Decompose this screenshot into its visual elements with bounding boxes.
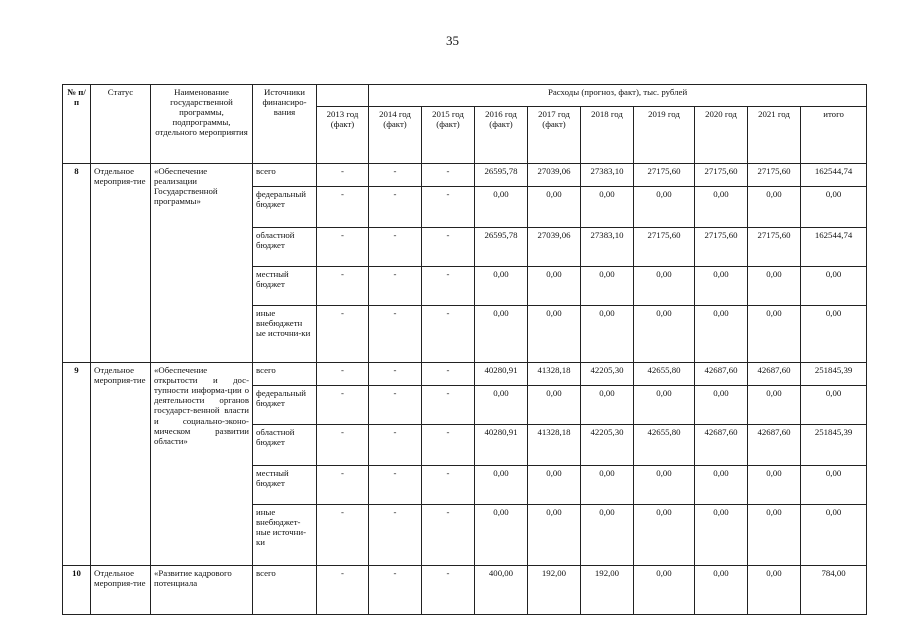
- row-value: 0,00: [581, 306, 634, 363]
- row-value: -: [317, 164, 369, 187]
- row-value: 0,00: [695, 187, 748, 228]
- header-status: Статус: [91, 85, 151, 164]
- row-value: -: [369, 187, 422, 228]
- row-value: 0,00: [695, 306, 748, 363]
- row-value: -: [369, 267, 422, 306]
- row-value: 0,00: [748, 466, 801, 505]
- row-value: -: [422, 306, 475, 363]
- row-value: 0,00: [695, 386, 748, 425]
- row-value: -: [317, 306, 369, 363]
- row-value: 0,00: [801, 466, 867, 505]
- header-year: 2017 год (факт): [528, 107, 581, 164]
- row-value: 42687,60: [748, 363, 801, 386]
- row-value: 0,00: [801, 187, 867, 228]
- row-value: 40280,91: [475, 425, 528, 466]
- row-source: федеральный бюджет: [253, 386, 317, 425]
- row-value: 0,00: [695, 566, 748, 615]
- row-value: 0,00: [634, 306, 695, 363]
- row-value: 0,00: [581, 466, 634, 505]
- row-value: 0,00: [528, 306, 581, 363]
- row-value: -: [422, 425, 475, 466]
- row-value: -: [369, 164, 422, 187]
- row-source: всего: [253, 363, 317, 386]
- header-empty: [317, 85, 369, 107]
- row-value: 42687,60: [695, 363, 748, 386]
- row-value: 784,00: [801, 566, 867, 615]
- row-value: 27039,06: [528, 164, 581, 187]
- row-value: 400,00: [475, 566, 528, 615]
- row-value: 251845,39: [801, 363, 867, 386]
- row-value: -: [422, 228, 475, 267]
- row-value: 0,00: [475, 505, 528, 566]
- row-name: «Развитие кадрового потенциала: [151, 566, 253, 615]
- row-value: 0,00: [475, 306, 528, 363]
- row-value: 27175,60: [748, 228, 801, 267]
- row-value: 42687,60: [748, 425, 801, 466]
- row-value: 42655,80: [634, 425, 695, 466]
- row-name: «Обеспечение реализации Государственной программы»: [151, 164, 253, 363]
- row-value: 26595,78: [475, 228, 528, 267]
- row-value: -: [422, 164, 475, 187]
- row-value: 27175,60: [695, 164, 748, 187]
- row-value: -: [422, 566, 475, 615]
- header-source: Источники финансиро-вания: [253, 85, 317, 164]
- row-value: 40280,91: [475, 363, 528, 386]
- header-year: 2018 год: [581, 107, 634, 164]
- header-year: 2021 год: [748, 107, 801, 164]
- row-status: Отдельное мероприя-тие: [91, 566, 151, 615]
- row-value: 0,00: [748, 306, 801, 363]
- row-source: областной бюджет: [253, 425, 317, 466]
- row-value: 0,00: [748, 386, 801, 425]
- row-source: иные внебюджетн ые источни-ки: [253, 306, 317, 363]
- row-source: областной бюджет: [253, 228, 317, 267]
- row-value: 0,00: [581, 187, 634, 228]
- row-source: местный бюджет: [253, 466, 317, 505]
- row-value: -: [317, 187, 369, 228]
- table-row: [63, 164, 867, 187]
- row-value: 0,00: [801, 505, 867, 566]
- header-num: № п/п: [63, 85, 91, 164]
- row-value: -: [317, 228, 369, 267]
- row-value: 162544,74: [801, 164, 867, 187]
- expenses-table: [62, 84, 867, 615]
- row-value: -: [317, 267, 369, 306]
- row-source: всего: [253, 164, 317, 187]
- row-value: 0,00: [634, 187, 695, 228]
- row-value: 0,00: [634, 386, 695, 425]
- row-value: -: [317, 363, 369, 386]
- row-value: 0,00: [581, 505, 634, 566]
- row-value: 41328,18: [528, 425, 581, 466]
- table-row: [63, 566, 867, 615]
- row-value: 0,00: [748, 566, 801, 615]
- row-value: 0,00: [475, 466, 528, 505]
- header-expenses: Расходы (прогноз, факт), тыс. рублей: [369, 85, 867, 107]
- header-name: Наименование государственной программы, подпрограммы, отдельного мероприятия: [151, 85, 253, 164]
- row-value: 0,00: [634, 267, 695, 306]
- row-number: 9: [63, 363, 91, 566]
- row-value: 27175,60: [695, 228, 748, 267]
- row-source: федеральный бюджет: [253, 187, 317, 228]
- row-value: -: [317, 566, 369, 615]
- row-value: -: [369, 425, 422, 466]
- header-year: 2015 год (факт): [422, 107, 475, 164]
- row-value: 0,00: [475, 267, 528, 306]
- row-value: 0,00: [581, 386, 634, 425]
- row-source: иные внебюджет-ные источни-ки: [253, 505, 317, 566]
- row-status: Отдельное мероприя-тие: [91, 363, 151, 566]
- row-value: 0,00: [695, 505, 748, 566]
- row-value: 0,00: [748, 267, 801, 306]
- row-value: 0,00: [528, 386, 581, 425]
- row-value: -: [317, 466, 369, 505]
- row-value: 27039,06: [528, 228, 581, 267]
- row-value: -: [317, 505, 369, 566]
- row-value: -: [369, 363, 422, 386]
- row-value: -: [317, 425, 369, 466]
- page-number: 35: [446, 33, 459, 48]
- row-value: 0,00: [634, 505, 695, 566]
- row-value: 0,00: [695, 267, 748, 306]
- row-value: 27175,60: [634, 164, 695, 187]
- row-value: -: [369, 386, 422, 425]
- row-value: 0,00: [695, 466, 748, 505]
- row-value: 0,00: [748, 505, 801, 566]
- row-value: 26595,78: [475, 164, 528, 187]
- row-value: 0,00: [801, 306, 867, 363]
- row-value: 27175,60: [748, 164, 801, 187]
- row-value: 162544,74: [801, 228, 867, 267]
- row-source: всего: [253, 566, 317, 615]
- row-value: 27383,10: [581, 164, 634, 187]
- row-value: 0,00: [475, 386, 528, 425]
- header-year: 2014 год (факт): [369, 107, 422, 164]
- row-value: -: [422, 505, 475, 566]
- row-source: местный бюджет: [253, 267, 317, 306]
- row-value: 27383,10: [581, 228, 634, 267]
- row-value: 251845,39: [801, 425, 867, 466]
- row-value: -: [422, 466, 475, 505]
- row-value: -: [369, 306, 422, 363]
- row-value: 0,00: [801, 267, 867, 306]
- row-value: -: [422, 267, 475, 306]
- row-value: -: [422, 386, 475, 425]
- header-year: 2016 год (факт): [475, 107, 528, 164]
- header-year: итого: [801, 107, 867, 164]
- row-value: -: [422, 187, 475, 228]
- row-value: -: [317, 386, 369, 425]
- table-row: [63, 363, 867, 386]
- row-value: 0,00: [581, 267, 634, 306]
- header-year: 2019 год: [634, 107, 695, 164]
- row-value: -: [369, 466, 422, 505]
- row-value: 0,00: [528, 466, 581, 505]
- row-value: 42205,30: [581, 425, 634, 466]
- row-number: 8: [63, 164, 91, 363]
- row-value: 192,00: [581, 566, 634, 615]
- row-value: -: [422, 363, 475, 386]
- row-value: 0,00: [748, 187, 801, 228]
- row-value: 0,00: [634, 566, 695, 615]
- header-year: 2020 год: [695, 107, 748, 164]
- row-value: 42205,30: [581, 363, 634, 386]
- row-value: 0,00: [634, 466, 695, 505]
- row-value: 42687,60: [695, 425, 748, 466]
- row-status: Отдельное мероприя-тие: [91, 164, 151, 363]
- row-value: 0,00: [801, 386, 867, 425]
- row-value: 192,00: [528, 566, 581, 615]
- row-value: -: [369, 505, 422, 566]
- header-year: 2013 год (факт): [317, 107, 369, 164]
- row-number: 10: [63, 566, 91, 615]
- row-value: 0,00: [528, 187, 581, 228]
- row-value: 27175,60: [634, 228, 695, 267]
- row-value: 0,00: [528, 505, 581, 566]
- row-value: -: [369, 228, 422, 267]
- row-value: 0,00: [528, 267, 581, 306]
- header-row: [63, 85, 867, 107]
- row-name: «Обеспечение открытости и дос-тупности информа-ции о деятельности органов государст-венной власти и социально-эконо-мическом развитии области»: [151, 363, 253, 566]
- row-value: 0,00: [475, 187, 528, 228]
- row-value: 42655,80: [634, 363, 695, 386]
- row-value: 41328,18: [528, 363, 581, 386]
- row-value: -: [369, 566, 422, 615]
